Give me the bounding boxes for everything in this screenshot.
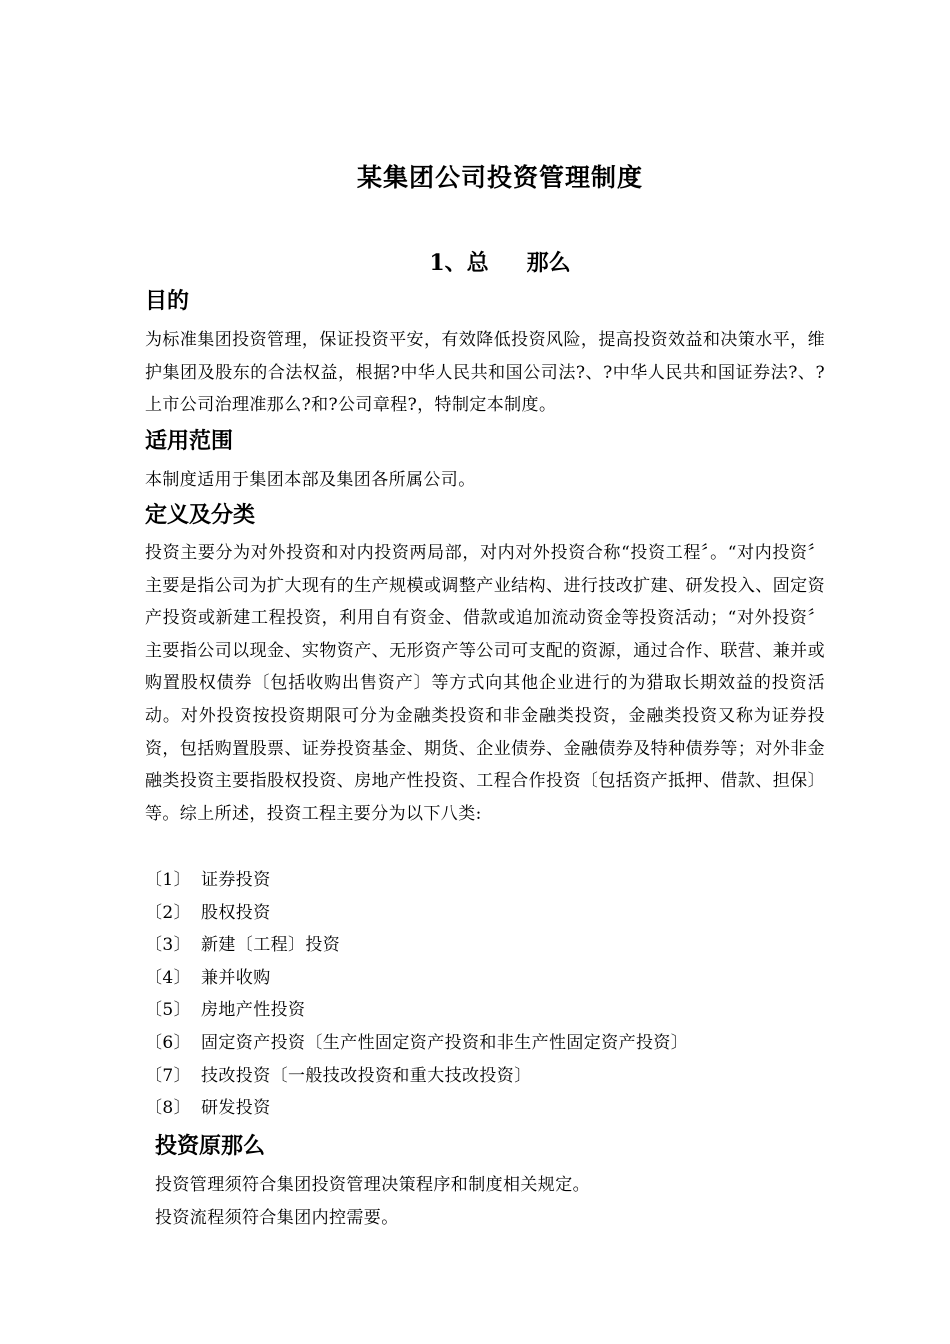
list-item-label: 新建〔工程〕投资 — [201, 935, 341, 956]
list-item-label: 技改投资〔一般技改投资和重大技改投资〕 — [201, 1065, 532, 1086]
chapter-label: 那么 — [526, 250, 571, 276]
list-item — [145, 897, 688, 930]
list-item-number: 〔2〕 — [145, 902, 192, 923]
definitions-text: 投资主要分为对外投资和对内投资两局部，对内对外投资合称“投资工程〞。“对内投资〞主要是指公司为扩大现有的生产规模或调整产业结构、进行技改扩建、研发投入、固定资产投资或新建工程投资，利用自有资金、借款或追加流动资金等投资活动；“对外投资〞主要指公司以现金、实物资产、无形资产等公司可支配的资源，通过合作、联营、兼并或购置股权债券〔包括收购出售资产〕等方式向其他企业进行的为猎取长期效益的投资活动。对外投资按投资期限可分为金融类投资和非金融类投资，金融类投资又称为证券投资，包括购置股票、证券投资基金、期货、企业债券、金融债券及特种债券等；对外非金融类投资主要指股权投资、房地产性投资、工程合作投资〔包括资产抵押、借款、担保〕等。综上所述，投资工程主要分为以下八类: — [145, 543, 825, 824]
list-item — [145, 1060, 688, 1093]
list-item — [145, 1027, 688, 1060]
list-item-number: 〔7〕 — [145, 1065, 192, 1086]
list-item — [145, 1092, 688, 1125]
list-item-number: 〔1〕 — [145, 870, 192, 890]
list-item — [145, 994, 688, 1027]
list-item-label: 股权投资 — [201, 902, 271, 923]
investment-category-list — [145, 864, 688, 1125]
purpose-text: 为标准集团投资管理，保证投资平安，有效降低投资风险，提高投资效益和决策水平，维护集团及股东的合法权益，根据?中华人民共和国公司法?、?中华人民共和国证券法?、?上市公司治理准那么?和?公司章程?，特制定本制度。 — [145, 330, 825, 416]
list-item — [145, 962, 688, 995]
list-item-label: 房地产性投资 — [201, 1000, 306, 1021]
list-item — [145, 929, 688, 962]
principles-line: 投资流程须符合集团内控需要。 — [155, 1208, 399, 1228]
list-item — [145, 864, 688, 897]
principles-heading: 投资原那么 — [155, 1134, 266, 1159]
definitions-heading: 定义及分类 — [145, 503, 256, 528]
chapter-title — [0, 246, 950, 277]
purpose-heading: 目的 — [145, 289, 190, 314]
principles-line: 投资管理须符合集团投资管理决策程序和制度相关规定。 — [155, 1175, 590, 1195]
list-item-number: 〔4〕 — [145, 967, 192, 988]
list-item-label: 研发投资 — [201, 1098, 271, 1119]
scope-heading: 适用范围 — [145, 429, 234, 454]
chapter-number: 1、总 — [429, 250, 489, 276]
list-item-number: 〔3〕 — [145, 935, 192, 956]
list-item-label: 兼并收购 — [201, 967, 271, 988]
list-item-label: 固定资产投资〔生产性固定资产投资和非生产性固定资产投资〕 — [201, 1032, 689, 1053]
scope-text: 本制度适用于集团本部及集团各所属公司。 — [145, 470, 476, 490]
document-title: 某集团公司投资管理制度 — [356, 163, 643, 192]
list-item-number: 〔5〕 — [145, 1000, 192, 1021]
list-item-number: 〔6〕 — [145, 1032, 192, 1053]
list-item-number: 〔8〕 — [145, 1098, 192, 1119]
list-item-label: 证券投资 — [201, 870, 271, 890]
